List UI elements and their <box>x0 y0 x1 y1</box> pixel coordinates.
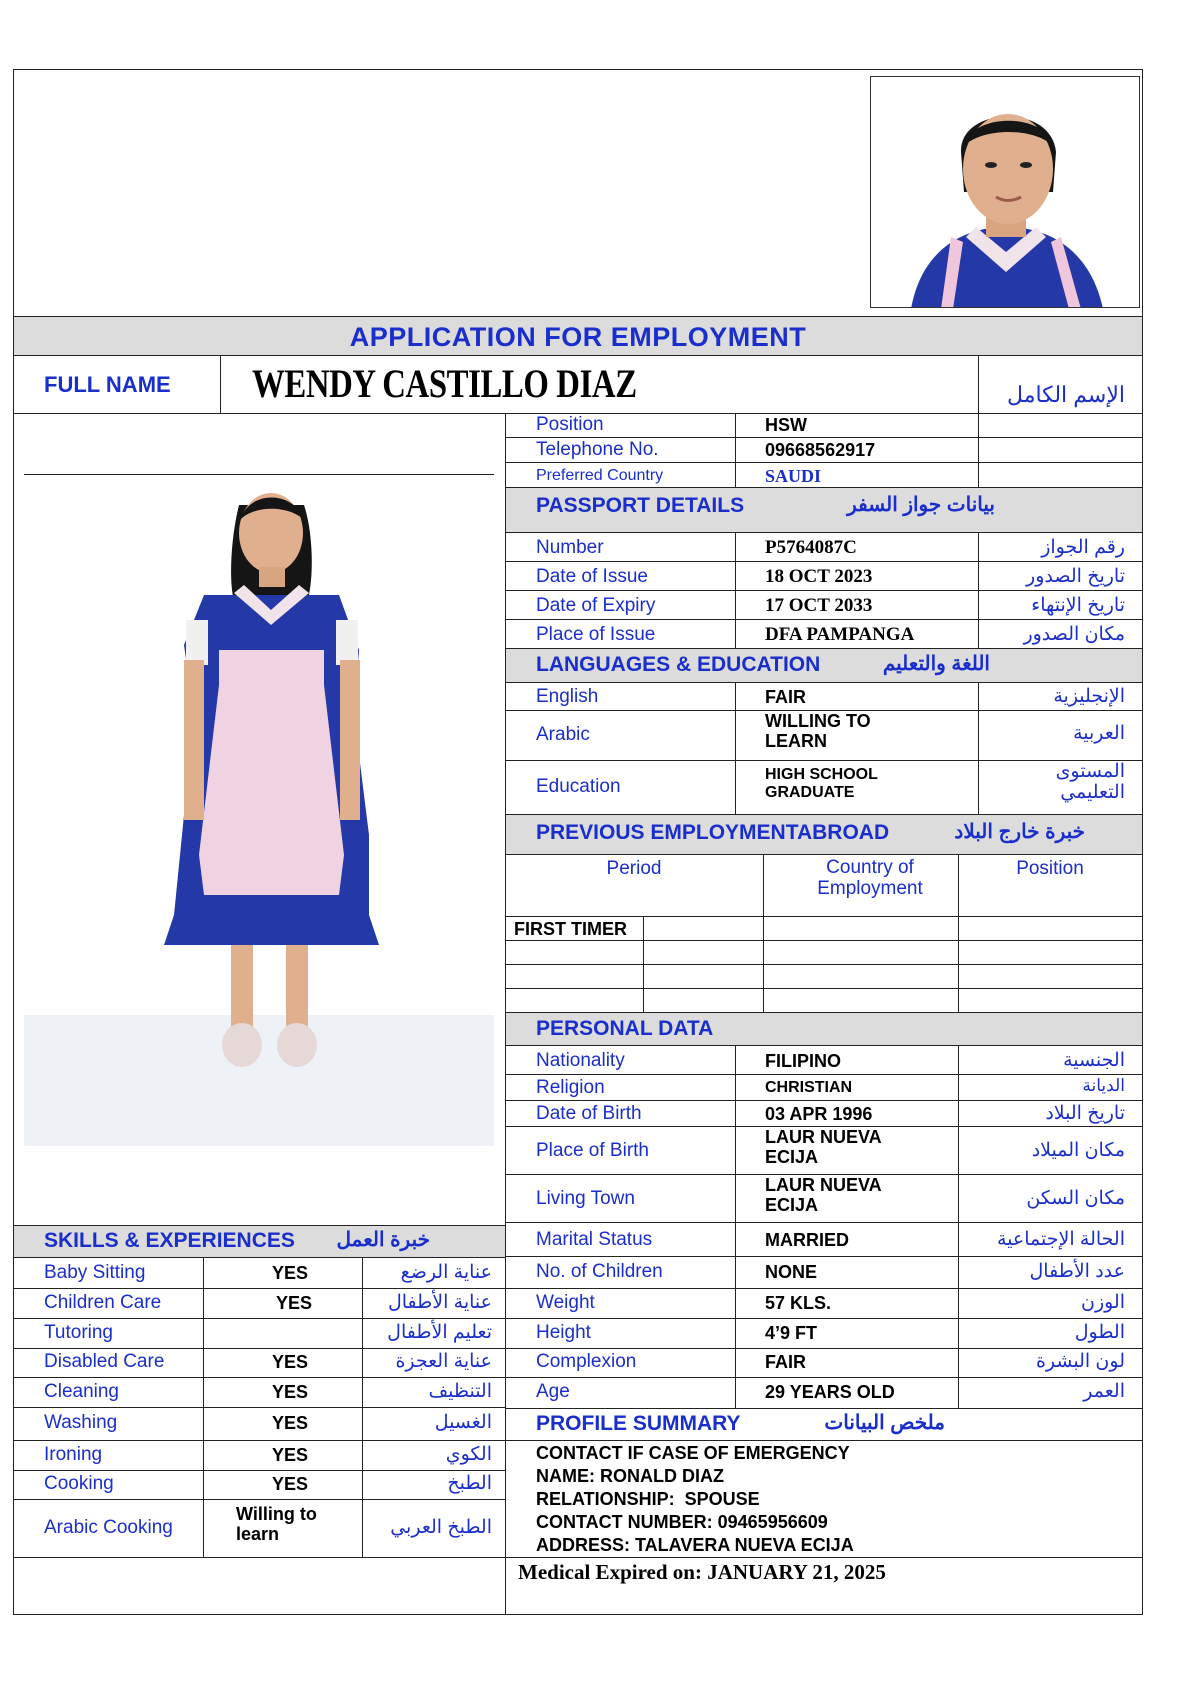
full-name-label: FULL NAME <box>44 372 171 397</box>
skill-arabic-cooking-value: Willing to learn <box>236 1504 317 1544</box>
skill-cooking-label: Cooking <box>44 1473 114 1494</box>
education-ar: المستوى التعليمي <box>1055 761 1125 803</box>
nationality-label: Nationality <box>536 1050 625 1071</box>
arabic-value: WILLING TO LEARN <box>765 711 871 751</box>
skills-title: SKILLS & EXPERIENCES <box>44 1229 295 1252</box>
height-label: Height <box>536 1322 591 1343</box>
skill-ironing-ar: الكوي <box>445 1444 492 1465</box>
education-value: HIGH SCHOOL GRADUATE <box>765 766 878 801</box>
weight-ar: الوزن <box>1080 1292 1125 1313</box>
portrait-photo <box>870 76 1140 308</box>
col-country: Country of Employment <box>817 857 923 899</box>
skill-cleaning-label: Cleaning <box>44 1381 119 1402</box>
age-ar: العمر <box>1083 1381 1125 1402</box>
skill-washing-ar: الغسيل <box>434 1412 492 1433</box>
skill-disabled-care-ar: عناية العجزة <box>395 1351 492 1372</box>
place-of-issue-value: DFA PAMPANGA <box>765 624 915 645</box>
languages-title: LANGUAGES & EDUCATION <box>536 653 821 676</box>
medical-expiry: Medical Expired on: JANUARY 21, 2025 <box>518 1560 886 1584</box>
preferred-country-value: SAUDI <box>765 466 822 486</box>
preferred-country-label: Preferred Country <box>536 467 664 484</box>
pob-ar: مكان الميلاد <box>1031 1140 1125 1161</box>
marital-label: Marital Status <box>536 1229 653 1250</box>
skill-children-care-value: YES <box>276 1293 313 1313</box>
weight-label: Weight <box>536 1292 595 1313</box>
arabic-ar: العربية <box>1073 723 1125 744</box>
age-label: Age <box>536 1381 570 1402</box>
profile-line-1: CONTACT IF CASE OF EMERGENCY <box>536 1443 850 1463</box>
personal-title: PERSONAL DATA <box>536 1017 714 1040</box>
col-position: Position <box>1016 858 1084 879</box>
living-town-label: Living Town <box>536 1188 635 1209</box>
religion-label: Religion <box>536 1077 605 1098</box>
skills-title-ar: خبرة العمل <box>336 1229 430 1251</box>
place-of-issue-ar: مكان الصدور <box>1023 624 1125 645</box>
english-ar: الإنجليزية <box>1053 686 1125 707</box>
passport-number-ar: رقم الجواز <box>1041 537 1125 558</box>
skill-baby-sitting-ar: عناية الرضع <box>400 1262 492 1283</box>
religion-ar: الديانة <box>1082 1076 1125 1095</box>
pob-label: Place of Birth <box>536 1140 649 1161</box>
nationality-ar: الجنسية <box>1063 1050 1125 1071</box>
arabic-label: Arabic <box>536 724 590 745</box>
living-town-ar: مكان السكن <box>1026 1188 1125 1209</box>
passport-number-value: P5764087C <box>765 537 857 558</box>
profile-title: PROFILE SUMMARY <box>536 1412 741 1435</box>
date-of-issue-value: 18 OCT 2023 <box>765 566 873 587</box>
skill-cooking-ar: الطبخ <box>447 1473 492 1494</box>
marital-ar: الحالة الإجتماعية <box>997 1229 1125 1250</box>
nationality-value: FILIPINO <box>765 1051 841 1071</box>
skill-washing-label: Washing <box>44 1412 118 1433</box>
skill-baby-sitting-label: Baby Sitting <box>44 1262 146 1283</box>
skill-children-care-label: Children Care <box>44 1292 162 1313</box>
dob-label: Date of Birth <box>536 1103 642 1124</box>
full-name-ar: الإسم الكامل <box>1007 382 1125 407</box>
complexion-label: Complexion <box>536 1351 637 1372</box>
form-title: APPLICATION FOR EMPLOYMENT <box>349 322 807 352</box>
children-label: No. of Children <box>536 1261 663 1282</box>
skill-ironing-value: YES <box>272 1445 309 1465</box>
passport-title-ar: بيانات جواز السفر <box>847 494 995 516</box>
complexion-ar: لون البشرة <box>1035 1351 1125 1372</box>
age-value: 29 YEARS OLD <box>765 1382 895 1402</box>
pob-value: LAUR NUEVA ECIJA <box>765 1127 881 1167</box>
previous-title-ar: خبرة خارج البلاد <box>954 821 1085 843</box>
title-bar <box>14 316 1142 356</box>
children-ar: عدد الأطفال <box>1029 1261 1125 1282</box>
education-label: Education <box>536 776 621 797</box>
skill-baby-sitting-value: YES <box>272 1263 309 1283</box>
skill-tutoring-ar: تعليم الأطفال <box>387 1322 492 1343</box>
skill-arabic-cooking-ar: الطبخ العربي <box>390 1517 492 1538</box>
date-of-issue-label: Date of Issue <box>536 566 648 587</box>
skill-arabic-cooking-label: Arabic Cooking <box>44 1517 173 1538</box>
previous-title: PREVIOUS EMPLOYMENTABROAD <box>536 821 890 844</box>
skill-cooking-value: YES <box>272 1474 309 1494</box>
full-name-value: WENDY CASTILLO DIAZ <box>252 361 637 406</box>
skill-washing-value: YES <box>272 1413 309 1433</box>
children-value: NONE <box>765 1262 818 1282</box>
english-label: English <box>536 686 599 707</box>
skill-children-care-ar: عناية الأطفال <box>387 1292 492 1313</box>
skill-cleaning-value: YES <box>272 1382 309 1402</box>
height-value: 4’9 FT <box>765 1323 818 1343</box>
date-of-expiry-value: 17 OCT 2033 <box>765 595 873 616</box>
skill-ironing-label: Ironing <box>44 1444 103 1465</box>
place-of-issue-label: Place of Issue <box>536 624 656 645</box>
profile-line-4: CONTACT NUMBER: 09465956609 <box>536 1512 828 1532</box>
religion-value: CHRISTIAN <box>765 1079 853 1096</box>
date-of-expiry-label: Date of Expiry <box>536 595 656 616</box>
profile-line-2: NAME: RONALD DIAZ <box>536 1466 724 1486</box>
skill-tutoring-label: Tutoring <box>44 1322 113 1343</box>
living-town-value: LAUR NUEVA ECIJA <box>765 1175 881 1215</box>
height-ar: الطول <box>1074 1322 1125 1343</box>
profile-line-3: RELATIONSHIP: SPOUSE <box>536 1489 760 1509</box>
telephone-value: 09668562917 <box>765 440 876 460</box>
languages-title-ar: اللغة والتعليم <box>882 653 990 675</box>
position-value: HSW <box>765 415 807 435</box>
full-body-photo <box>24 474 494 1146</box>
dob-value: 03 APR 1996 <box>765 1104 873 1124</box>
skill-disabled-care-label: Disabled Care <box>44 1351 165 1372</box>
profile-line-5: ADDRESS: TALAVERA NUEVA ECIJA <box>536 1535 854 1555</box>
telephone-label: Telephone No. <box>536 439 659 460</box>
date-of-expiry-ar: تاريخ الإنتهاء <box>1031 595 1125 616</box>
passport-number-label: Number <box>536 537 604 558</box>
position-label: Position <box>536 414 604 435</box>
first-timer: FIRST TIMER <box>514 919 627 939</box>
profile-title-ar: ملخص البيانات <box>824 1412 945 1434</box>
marital-value: MARRIED <box>765 1230 849 1250</box>
skill-disabled-care-value: YES <box>272 1352 309 1372</box>
english-value: FAIR <box>765 687 807 707</box>
dob-ar: تاريخ البلاد <box>1045 1103 1125 1124</box>
passport-title: PASSPORT DETAILS <box>536 494 745 517</box>
weight-value: 57 KLS. <box>765 1293 832 1313</box>
skill-cleaning-ar: التنظيف <box>428 1381 492 1402</box>
col-period: Period <box>606 858 662 879</box>
date-of-issue-ar: تاريخ الصدور <box>1026 566 1125 587</box>
complexion-value: FAIR <box>765 1352 807 1372</box>
